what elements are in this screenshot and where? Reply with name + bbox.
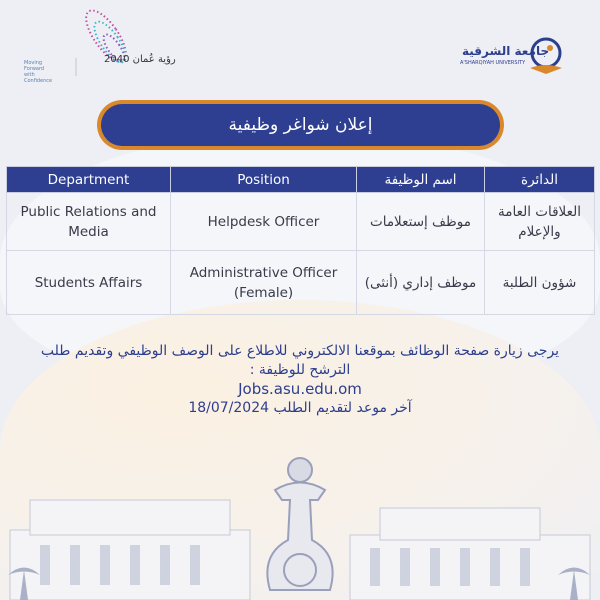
cell-position-ar: موظف إستعلامات [357, 193, 485, 251]
table-row [7, 251, 595, 315]
cell-position: Helpdesk Officer [171, 193, 357, 251]
oman-vision-text: رؤية عُمان 2040 [104, 54, 176, 65]
title-banner [97, 100, 504, 150]
cell-department: Students Affairs [7, 251, 171, 315]
university-name-ar: جامعة الشرقية [462, 44, 550, 58]
cell-department: Public Relations and Media [7, 193, 171, 251]
vacancies-table [6, 166, 595, 315]
cell-position-ar: موظف إداري (أنثى) [357, 251, 485, 315]
cell-department-ar: العلاقات العامة والإعلام [485, 193, 595, 251]
jobs-url-link[interactable]: Jobs.asu.edu.om [238, 380, 362, 398]
header-department-ar: الدائرة [485, 167, 595, 193]
deadline-text: آخر موعد لتقديم الطلب 18/07/2024 [188, 400, 412, 416]
cell-department-ar: شؤون الطلبة [485, 251, 595, 315]
banner-title: إعلان شواغر وظيفية [101, 104, 500, 146]
application-note [0, 342, 600, 418]
campus-buildings-illustration [0, 430, 600, 600]
note-instructions: يرجى زيارة صفحة الوظائف بموقعنا الالكتروني للاطلاع على الوصف الوظيفي وتقديم طلب الترشح للوظيفة : [40, 343, 560, 378]
header-department: Department [7, 167, 171, 193]
cell-position: Administrative Officer (Female) [171, 251, 357, 315]
header-position: Position [171, 167, 357, 193]
university-name-en: A'SHARQIYAH UNIVERSITY [460, 60, 526, 66]
table-header-row [7, 167, 595, 193]
moving-forward-text: Moving Forward with Confidence [24, 60, 53, 84]
table-row [7, 193, 595, 251]
header-position-ar: اسم الوظيفة [357, 167, 485, 193]
